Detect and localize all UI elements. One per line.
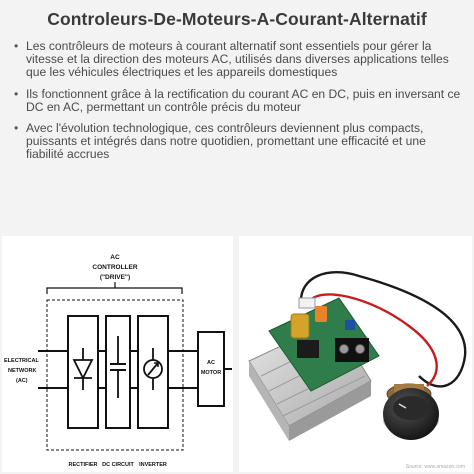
- bullet-item: • Avec l'évolution technologique, ces contrôleurs deviennent plus compacts, puissants et intégrés dans notre quotidien, promettant une efficacité et une fiabilité accrues: [14, 122, 462, 162]
- potentiometer: [383, 384, 439, 440]
- page-title: Controleurs-De-Moteurs-A-Courant-Alternatif: [47, 9, 427, 29]
- ac-motor-box: [198, 332, 224, 406]
- controller-photo-panel: [239, 236, 472, 472]
- resistor: [315, 306, 327, 322]
- rectifier-box: [68, 316, 98, 428]
- capacitor: [291, 314, 309, 338]
- motor-label-line-2: MOTOR: [200, 370, 222, 376]
- controller-diagram-panel: [2, 236, 233, 472]
- controller-label-line-2: CONTROLLER: [92, 264, 138, 271]
- input-label-line-1: ELECTRICAL: [4, 358, 39, 364]
- controller-label-line-1: AC: [110, 254, 120, 261]
- wire-connector: [299, 298, 315, 308]
- controller-bracket: [47, 288, 182, 294]
- inverter-box: [138, 316, 168, 428]
- controller-label-line-3: ("DRIVE"): [99, 274, 131, 281]
- motor-controller-photo: [239, 236, 472, 472]
- input-label-line-2: NETWORK: [8, 368, 37, 374]
- stage-label-dc-circuit: DC CIRCUIT: [102, 462, 134, 468]
- stage-label-inverter: INVERTER: [139, 462, 167, 468]
- stage-label-rectifier: RECTIFIER: [68, 462, 98, 468]
- controller-diagram: [2, 236, 233, 472]
- bullet-item: • Les contrôleurs de moteurs à courant alternatif sont essentiels pour gérer la vitesse et la direction des moteurs AC, utilisés dans diverses applications telles que les véhicules électriques et les appareils domestiques: [14, 40, 462, 80]
- bullet-item: • Ils fonctionnent grâce à la rectification du courant AC en DC, puis en inversant ce DC en AC, permettant un contrôle précis du moteur: [14, 88, 462, 114]
- triac-chip: [297, 340, 319, 358]
- photo-credit: Source: www.amazon.com: [405, 464, 465, 470]
- trim-pot: [345, 320, 355, 330]
- bullet-list: [14, 40, 462, 170]
- motor-label-line-1: AC: [207, 360, 215, 366]
- input-label-line-3: (AC): [16, 378, 28, 384]
